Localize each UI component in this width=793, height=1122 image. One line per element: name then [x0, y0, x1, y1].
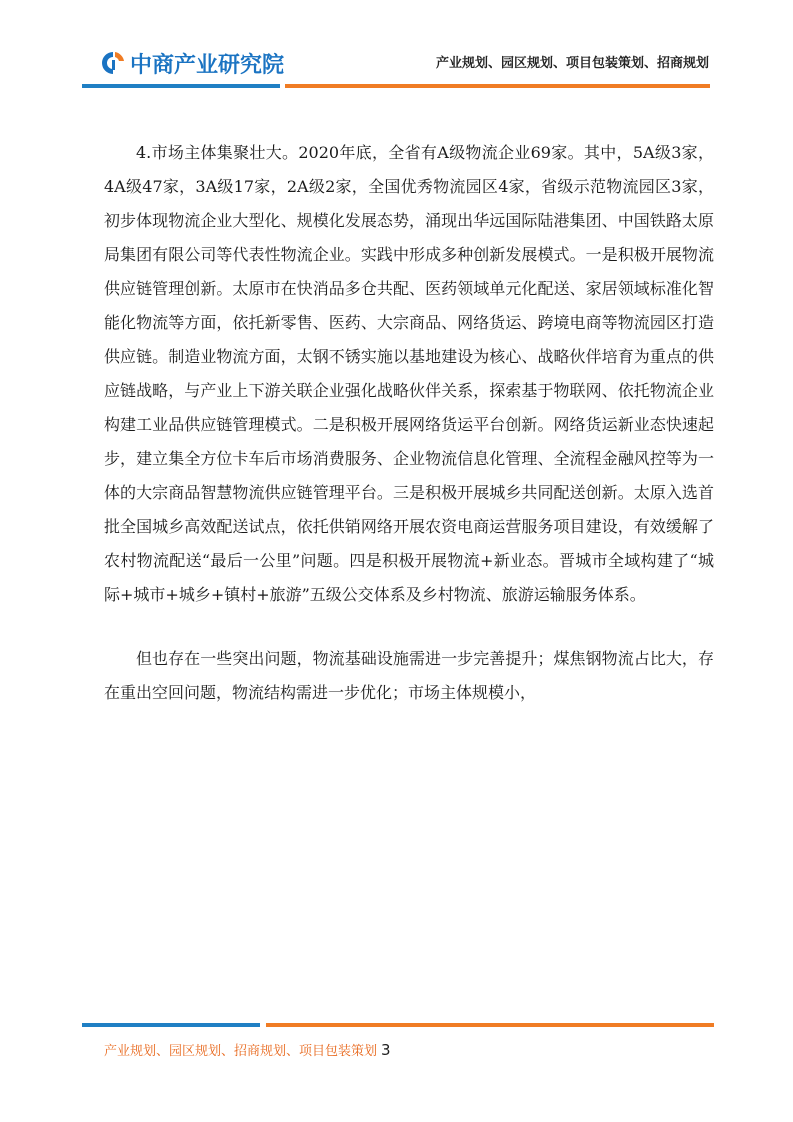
header-divider-blue — [82, 84, 280, 88]
page-footer — [104, 1040, 391, 1059]
header-divider-orange — [285, 84, 710, 88]
document-body — [104, 136, 714, 710]
footer-divider-orange — [266, 1023, 714, 1027]
logo — [100, 48, 284, 78]
body-paragraph: 4.市场主体集聚壮大。2020年底，全省有A级物流企业69家。其中，5A级3家，4A级47家，3A级17家，2A级2家，全国优秀物流园区4家，省级示范物流园区3家，初步体现物流企业大型化、规模化发展态势，涌现出华远国际陆港集团、中国铁路太原局集团有限公司等代表性物流企业。实践中形成多种创新发展模式。一是积极开展物流供应链管理创新。太原市在快消品多仓共配、医药领域单元化配送、家居领域标准化智能化物流等方面，依托新零售、医药、大宗商品、网络货运、跨境电商等物流园区打造供应链。制造业物流方面，太钢不锈实施以基地建设为核心、战略伙伴培育为重点的供应链战略，与产业上下游关联企业强化战略伙伴关系，探索基于物联网、依托物流企业构建工业品供应链管理模式。二是积极开展网络货运平台创新。网络货运新业态快速起步，建立集全方位卡车后市场消费服务、企业物流信息化管理、全流程金融风控等为一体的大宗商品智慧物流供应链管理平台。三是积极开展城乡共同配送创新。太原入选首批全国城乡高效配送试点，依托供销网络开展农资电商运营服务项目建设，有效缓解了农村物流配送“最后一公里”问题。四是积极开展物流+新业态。晋城市全域构建了“城际+城市+城乡+镇村+旅游”五级公交体系及乡村物流、旅游运输服务体系。 — [104, 143, 714, 604]
page-number: 3 — [381, 1041, 391, 1059]
page-header — [0, 0, 793, 100]
logo-icon — [100, 50, 126, 76]
footer-divider-blue — [82, 1023, 260, 1027]
body-paragraph: 但也存在一些突出问题，物流基础设施需进一步完善提升；煤焦钢物流占比大，存在重出空回问题，物流结构需进一步优化；市场主体规模小， — [104, 649, 714, 702]
header-tagline: 产业规划、园区规划、项目包装策划、招商规划 — [435, 56, 709, 71]
footer-tagline: 产业规划、园区规划、招商规划、项目包装策划 — [104, 1044, 378, 1059]
logo-text: 中商产业研究院 — [130, 52, 285, 78]
